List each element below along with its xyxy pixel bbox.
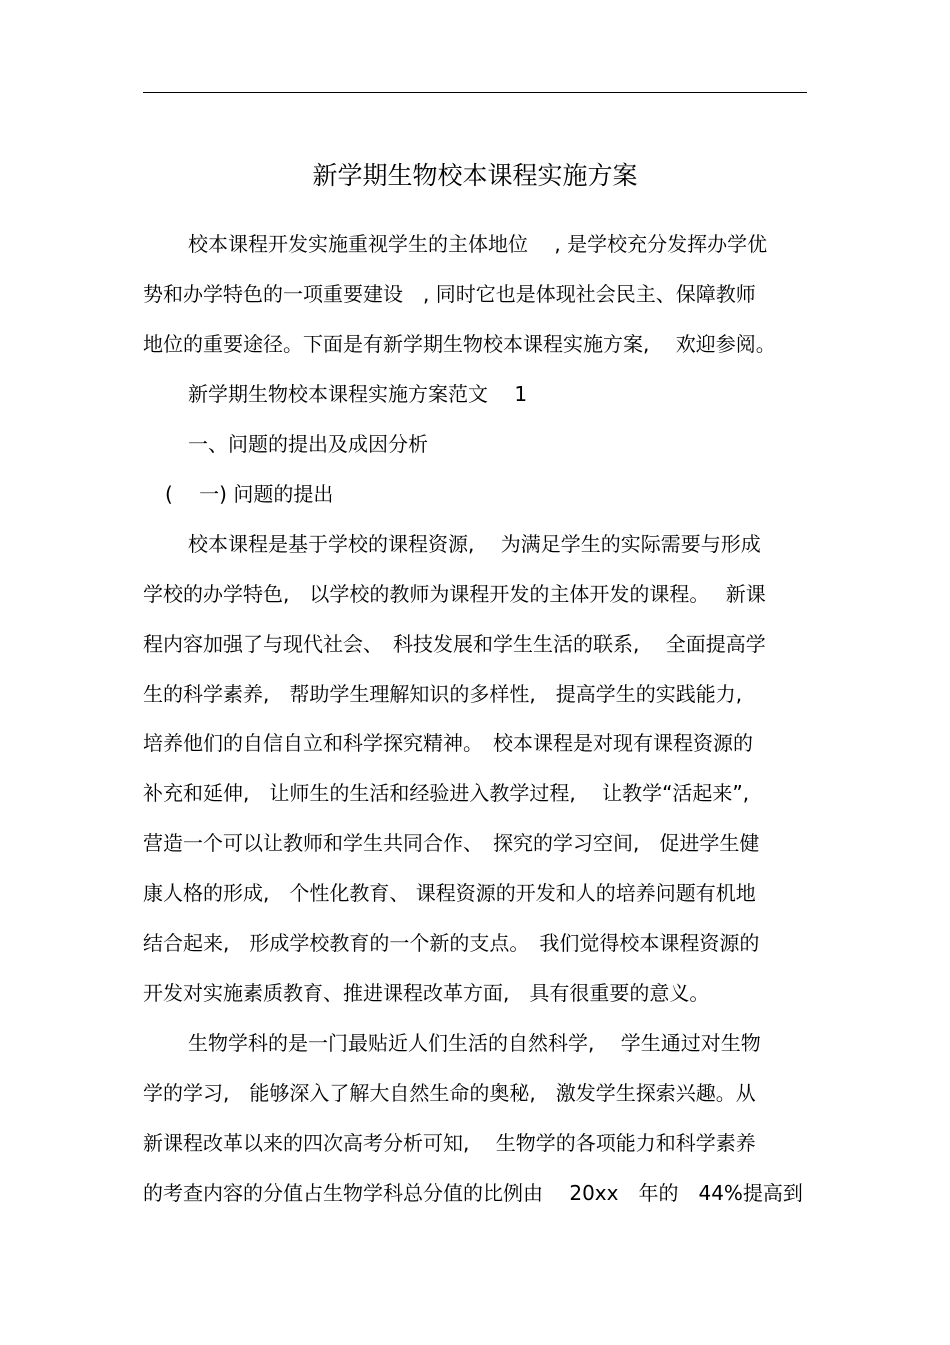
- subsection-heading: ( 一) 问题的提出: [165, 482, 334, 506]
- paragraph-line: 势和办学特色的一项重要建设 , 同时它也是体现社会民主、保障教师: [143, 282, 756, 306]
- paragraph-line: 康人格的形成, 个性化教育、 课程资源的开发和人的培养问题有机地: [143, 881, 756, 905]
- paragraph-line: 培养他们的自信自立和科学探究精神。 校本课程是对现有课程资源的: [143, 731, 753, 755]
- document-title: 新学期生物校本课程实施方案: [312, 161, 638, 190]
- section-heading: 一、问题的提出及成因分析: [188, 432, 428, 456]
- paragraph-line: 校本课程是基于学校的课程资源, 为满足学生的实际需要与形成: [188, 532, 761, 556]
- paragraph-line: 营造一个可以让教师和学生共同合作、 探究的学习空间, 促进学生健: [143, 831, 760, 855]
- paragraph-line: 学的学习, 能够深入了解大自然生命的奥秘, 激发学生探索兴趣。从: [143, 1081, 756, 1105]
- paragraph-line: 学校的办学特色, 以学校的教师为课程开发的主体开发的课程。 新课: [143, 582, 766, 606]
- header-rule: [143, 92, 807, 93]
- paragraph-line: 开发对实施素质教育、推进课程改革方面, 具有很重要的意义。: [143, 981, 710, 1005]
- paragraph-line: 新课程改革以来的四次高考分析可知, 生物学的各项能力和科学素养: [143, 1131, 756, 1155]
- paragraph-line: 程内容加强了与现代社会、 科技发展和学生生活的联系, 全面提高学: [143, 632, 766, 656]
- paragraph-line: 补充和延伸, 让师生的生活和经验进入教学过程, 让教学“活起来”,: [143, 781, 750, 805]
- paragraph-line: 生的科学素养, 帮助学生理解知识的多样性, 提高学生的实践能力,: [143, 682, 743, 706]
- paragraph-line: 的考查内容的分值占生物学科总分值的比例由 20xx 年的 44%提高到: [143, 1181, 803, 1205]
- paragraph-line: 校本课程开发实施重视学生的主体地位 , 是学校充分发挥办学优: [188, 232, 768, 256]
- paragraph-line: 地位的重要途径。下面是有新学期生物校本课程实施方案, 欢迎参阅。: [143, 332, 776, 356]
- paragraph-line: 生物学科的是一门最贴近人们生活的自然科学, 学生通过对生物: [188, 1031, 761, 1055]
- paragraph-line: 结合起来, 形成学校教育的一个新的支点。 我们觉得校本课程资源的: [143, 931, 760, 955]
- section-heading: 新学期生物校本课程实施方案范文 1: [188, 382, 528, 406]
